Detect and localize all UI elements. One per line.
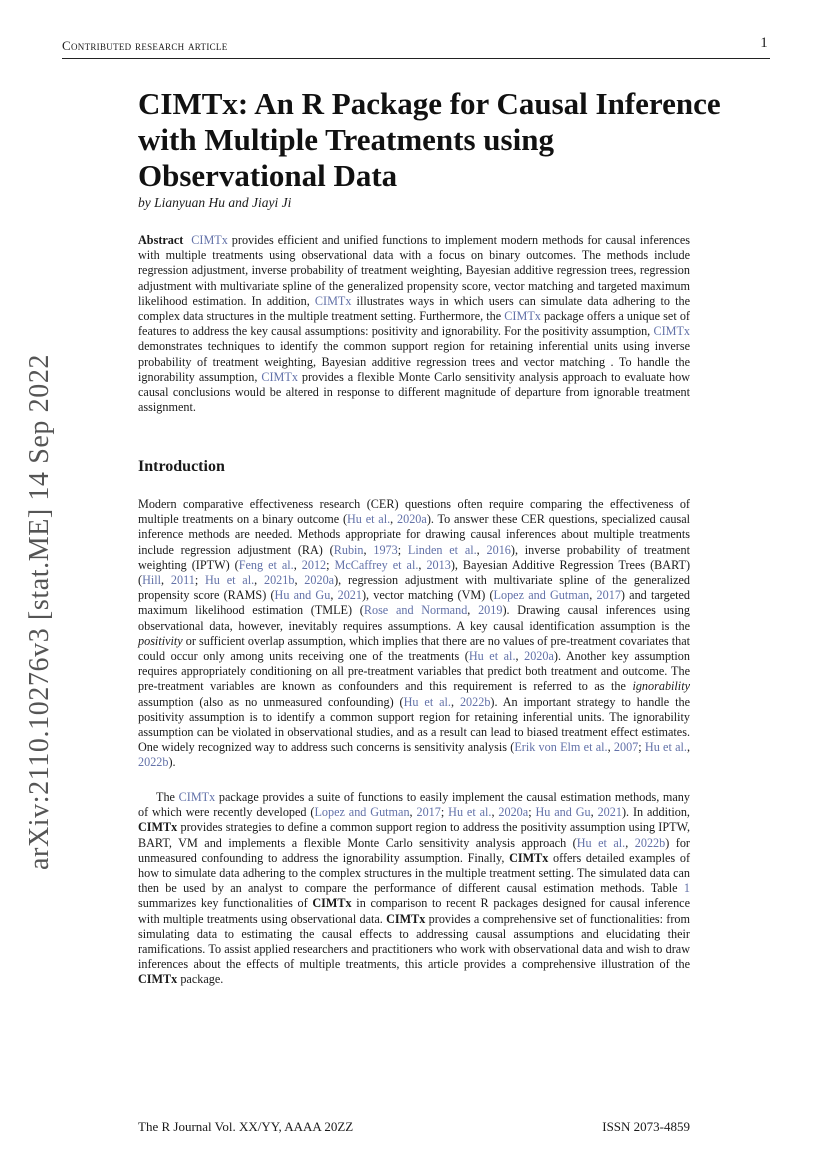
text: , <box>686 740 691 755</box>
text: ; <box>326 557 335 572</box>
abstract-text: demonstrates techniques to identify the common support region for retaining inferential units using inverse probability of treatment weighting, Bayesian additive regression trees and vector matching . To handle the ignorability assumption, <box>138 339 690 384</box>
journal-info: The R Journal Vol. XX/YY, AAAA 20ZZ <box>138 1119 354 1134</box>
bold-package: CIMTx <box>509 850 549 865</box>
abstract-text: provides a flexible Monte Carlo sensitivity analysis approach to evaluate how causal conclusions would be altered in response to different magnitude of departure from ignorable treatment assignment. <box>138 369 690 415</box>
italic-term: ignorability <box>632 679 690 694</box>
text: ) for unmeasured confounding to address the ignorability assumption. Finally, <box>138 835 690 865</box>
text: , <box>515 649 525 664</box>
text: assumption (also as no unmeasured confounding) ( <box>138 694 404 709</box>
running-header <box>62 35 770 59</box>
text: ), inverse probability of treatment weighting (IPTW) ( <box>138 542 691 572</box>
citation-link[interactable]: Rose and Normand <box>363 603 468 618</box>
text: ). Drawing causal inferences using observational data, however, inevitably requires assumptions. A key causal identification assumption is the <box>138 603 690 633</box>
citation-link[interactable]: Hill <box>142 573 162 588</box>
text: ). <box>168 755 176 770</box>
citation-link[interactable]: McCaffrey et al. <box>334 557 419 572</box>
text: Modern comparative effectiveness research (CER) questions often require comparing the effectiveness of multiple treatments on a binary outcome ( <box>138 497 690 527</box>
text: ; <box>528 805 536 820</box>
citation-link[interactable]: Hu et al. <box>644 740 687 755</box>
citation-link[interactable]: 2011 <box>170 573 195 588</box>
text: ). To answer these CER questions, specialized causal inference methods are needed. Methods appropriate for drawing causal inferences about multiple treatments include regression adjustment (RA) ( <box>138 512 690 557</box>
citation-link[interactable]: 2022b <box>634 835 666 850</box>
text: ; <box>440 805 449 820</box>
text: , <box>254 573 264 588</box>
citation-link[interactable]: Hu et al. <box>576 835 626 850</box>
citation-link[interactable]: 2022b <box>138 755 169 770</box>
citation-link[interactable]: 1973 <box>373 542 398 557</box>
bold-package: CIMTx <box>386 911 426 926</box>
text: ). In addition, <box>621 805 690 820</box>
text: The <box>156 790 179 804</box>
text: in comparison to recent R packages designed for causal inference with multiple treatments using observational data. <box>138 896 690 926</box>
abstract-text: provides efficient and unified functions to implement modern methods for causal inferences with multiple treatments using observational data with a focus on binary outcomes. The methods include regression adjustment, inverse probability of treatment weighting, Bayesian additive regression trees, regression adjustment with multivariate spline of the generalized propensity score, vector matching and targeted maximum likelihood estimation. In addition, <box>138 233 690 308</box>
text: , <box>491 805 499 820</box>
text: offers detailed examples of how to simulate data adhering to the complex structures in the multiple treatment setting. The simulated data can then be used by an analyst to compare the performance of different causal estimation methods. Table <box>138 850 691 896</box>
text: ), regression adjustment with multivariate spline of the generalized propensity score (RAMS) ( <box>138 573 690 603</box>
text: summarizes key functionalities of <box>138 896 313 911</box>
citation-link[interactable]: Hu et al. <box>468 649 516 664</box>
citation-link[interactable]: Hu and Gu <box>274 588 331 603</box>
text: , <box>363 542 374 557</box>
citation-link[interactable]: 2007 <box>613 740 639 755</box>
package-link[interactable]: CIMTx <box>314 293 352 308</box>
text: , <box>418 557 427 572</box>
author-line: by Lianyuan Hu and Jiayi Ji <box>138 195 292 210</box>
citation-link[interactable]: 2012 <box>301 557 327 572</box>
abstract-text: illustrates ways in which users can simulate data adhering to the complex data structures in the multiple treatment setting. Furthermore, the <box>138 293 691 324</box>
text: , <box>161 573 171 588</box>
citation-link[interactable]: 2020a <box>397 512 427 527</box>
arxiv-stamp: arXiv:2110.10276v3 [stat.ME] 14 Sep 2022 <box>24 353 55 870</box>
citation-link[interactable]: 2013 <box>426 557 451 572</box>
citation-link[interactable]: 2020a <box>498 805 529 820</box>
abstract-text: package offers a unique set of features to address the key causal assumptions: positivity and ignorability. For the positivity assumption, <box>138 309 690 339</box>
text: ; <box>194 573 205 588</box>
text: , <box>294 573 305 588</box>
citation-link[interactable]: 2021 <box>337 588 362 603</box>
section-label <box>62 38 228 54</box>
italic-term: positivity <box>138 633 183 648</box>
abstract <box>138 233 690 415</box>
text: , <box>590 805 598 820</box>
text: , <box>589 588 597 603</box>
citation-link[interactable]: Feng et al. <box>238 557 294 572</box>
text: provides strategies to define a common support region to address the positivity assumption using IPTW, BART, VM and implements a flexible Monte Carlo sensitivity analysis approach ( <box>138 820 690 850</box>
bold-package: CIMTx <box>312 896 352 911</box>
citation-link[interactable]: Hu et al. <box>205 573 255 588</box>
text: ; <box>397 542 408 557</box>
citation-link[interactable]: Hu et al. <box>403 694 451 709</box>
issn: ISSN 2073-4859 <box>602 1119 690 1134</box>
section-text: Contributed research article <box>62 38 228 53</box>
intro-paragraph-1 <box>138 497 690 771</box>
text: , <box>293 557 302 572</box>
citation-link[interactable]: Rubin <box>333 542 364 557</box>
text: ) and targeted maximum likelihood estimation (TMLE) ( <box>138 588 691 618</box>
citation-link[interactable]: 2021b <box>263 573 295 588</box>
text: ), Bayesian Additive Regression Trees (BART) ( <box>138 557 690 588</box>
paper-title: CIMTx: An R Package for Causal Inference with Multiple Treatments using Observational Data <box>138 86 721 193</box>
citation-link[interactable]: Hu et al. <box>448 805 492 820</box>
text: ). An important strategy to handle the positivity assumption is to identify a common support region for retaining inferential units. The ignorability assumption can be violated in observational studies, and as a result can lead to biased treatment effect estimates. One widely recognized way to address such concerns is sensitivity analysis ( <box>138 694 690 755</box>
text: , <box>330 588 338 603</box>
citation-link[interactable]: 2020a <box>524 649 554 664</box>
package-link[interactable]: CIMTx <box>504 309 541 324</box>
citation-link[interactable]: 2016 <box>486 542 511 557</box>
bold-package: CIMTx <box>138 820 178 835</box>
citation-link[interactable]: Hu and Gu <box>535 805 591 820</box>
bold-package: CIMTx <box>138 972 178 987</box>
citation-link[interactable]: 2017 <box>416 805 441 820</box>
section-heading-introduction: Introduction <box>138 458 225 475</box>
citation-link[interactable]: Erik von Elm et al. <box>514 740 608 755</box>
citation-link[interactable]: 2020a <box>304 573 335 588</box>
table-reference-link[interactable]: 1 <box>683 881 690 896</box>
abstract-label: Abstract <box>138 233 184 247</box>
package-link[interactable]: CIMTx <box>261 369 298 384</box>
citation-link[interactable]: Hu et al. <box>347 512 391 527</box>
page-footer <box>138 1119 690 1135</box>
citation-link[interactable]: Lopez and Gutman <box>493 588 590 603</box>
text: provides a comprehensive set of functionalities: from simulating data to estimating the causal effects to addressing causal assumptions and elucidating their ramifications. To assist applied researchers and practitioners who work with observational data and wish to draw inferences about the effects of multiple treatments, this article provides a comprehensive illustration of the <box>138 911 690 972</box>
citation-link[interactable]: 2022b <box>459 694 491 709</box>
page-number: 1 <box>760 35 768 51</box>
package-link[interactable]: CIMTx <box>191 233 228 247</box>
text: , <box>390 512 398 527</box>
citation-link[interactable]: 2019 <box>478 603 503 618</box>
text: , <box>467 603 479 618</box>
text: package provides a suite of functions to easily implement the causal estimation methods, many of which were recently developed ( <box>138 790 690 820</box>
text: , <box>450 694 460 709</box>
text: , <box>476 542 487 557</box>
intro-paragraph-2 <box>138 790 690 988</box>
text: ; <box>638 740 645 755</box>
package-link[interactable]: CIMTx <box>653 324 690 339</box>
text: ). Another key assumption requires appropriately conditioning on all pre-treatment variables that predict both treatment and outcome. The pre-treatment variables are known as confounders and this requirement is referred to as the <box>138 649 690 694</box>
citation-link[interactable]: 2017 <box>596 588 621 603</box>
text: package. <box>177 972 224 987</box>
text: or sufficient overlap assumption, which implies that there are no values of pre-treatment covariates that could occur only among units receiving one of the treatments ( <box>138 633 690 664</box>
text: , <box>607 740 614 755</box>
citation-link[interactable]: 2021 <box>597 805 622 820</box>
package-link[interactable]: CIMTx <box>178 790 216 804</box>
citation-link[interactable]: Linden et al. <box>407 542 477 557</box>
text: , <box>625 835 635 850</box>
citation-link[interactable]: Lopez and Gutman <box>314 805 410 820</box>
text: ), vector matching (VM) ( <box>361 588 494 603</box>
text: , <box>409 805 417 820</box>
